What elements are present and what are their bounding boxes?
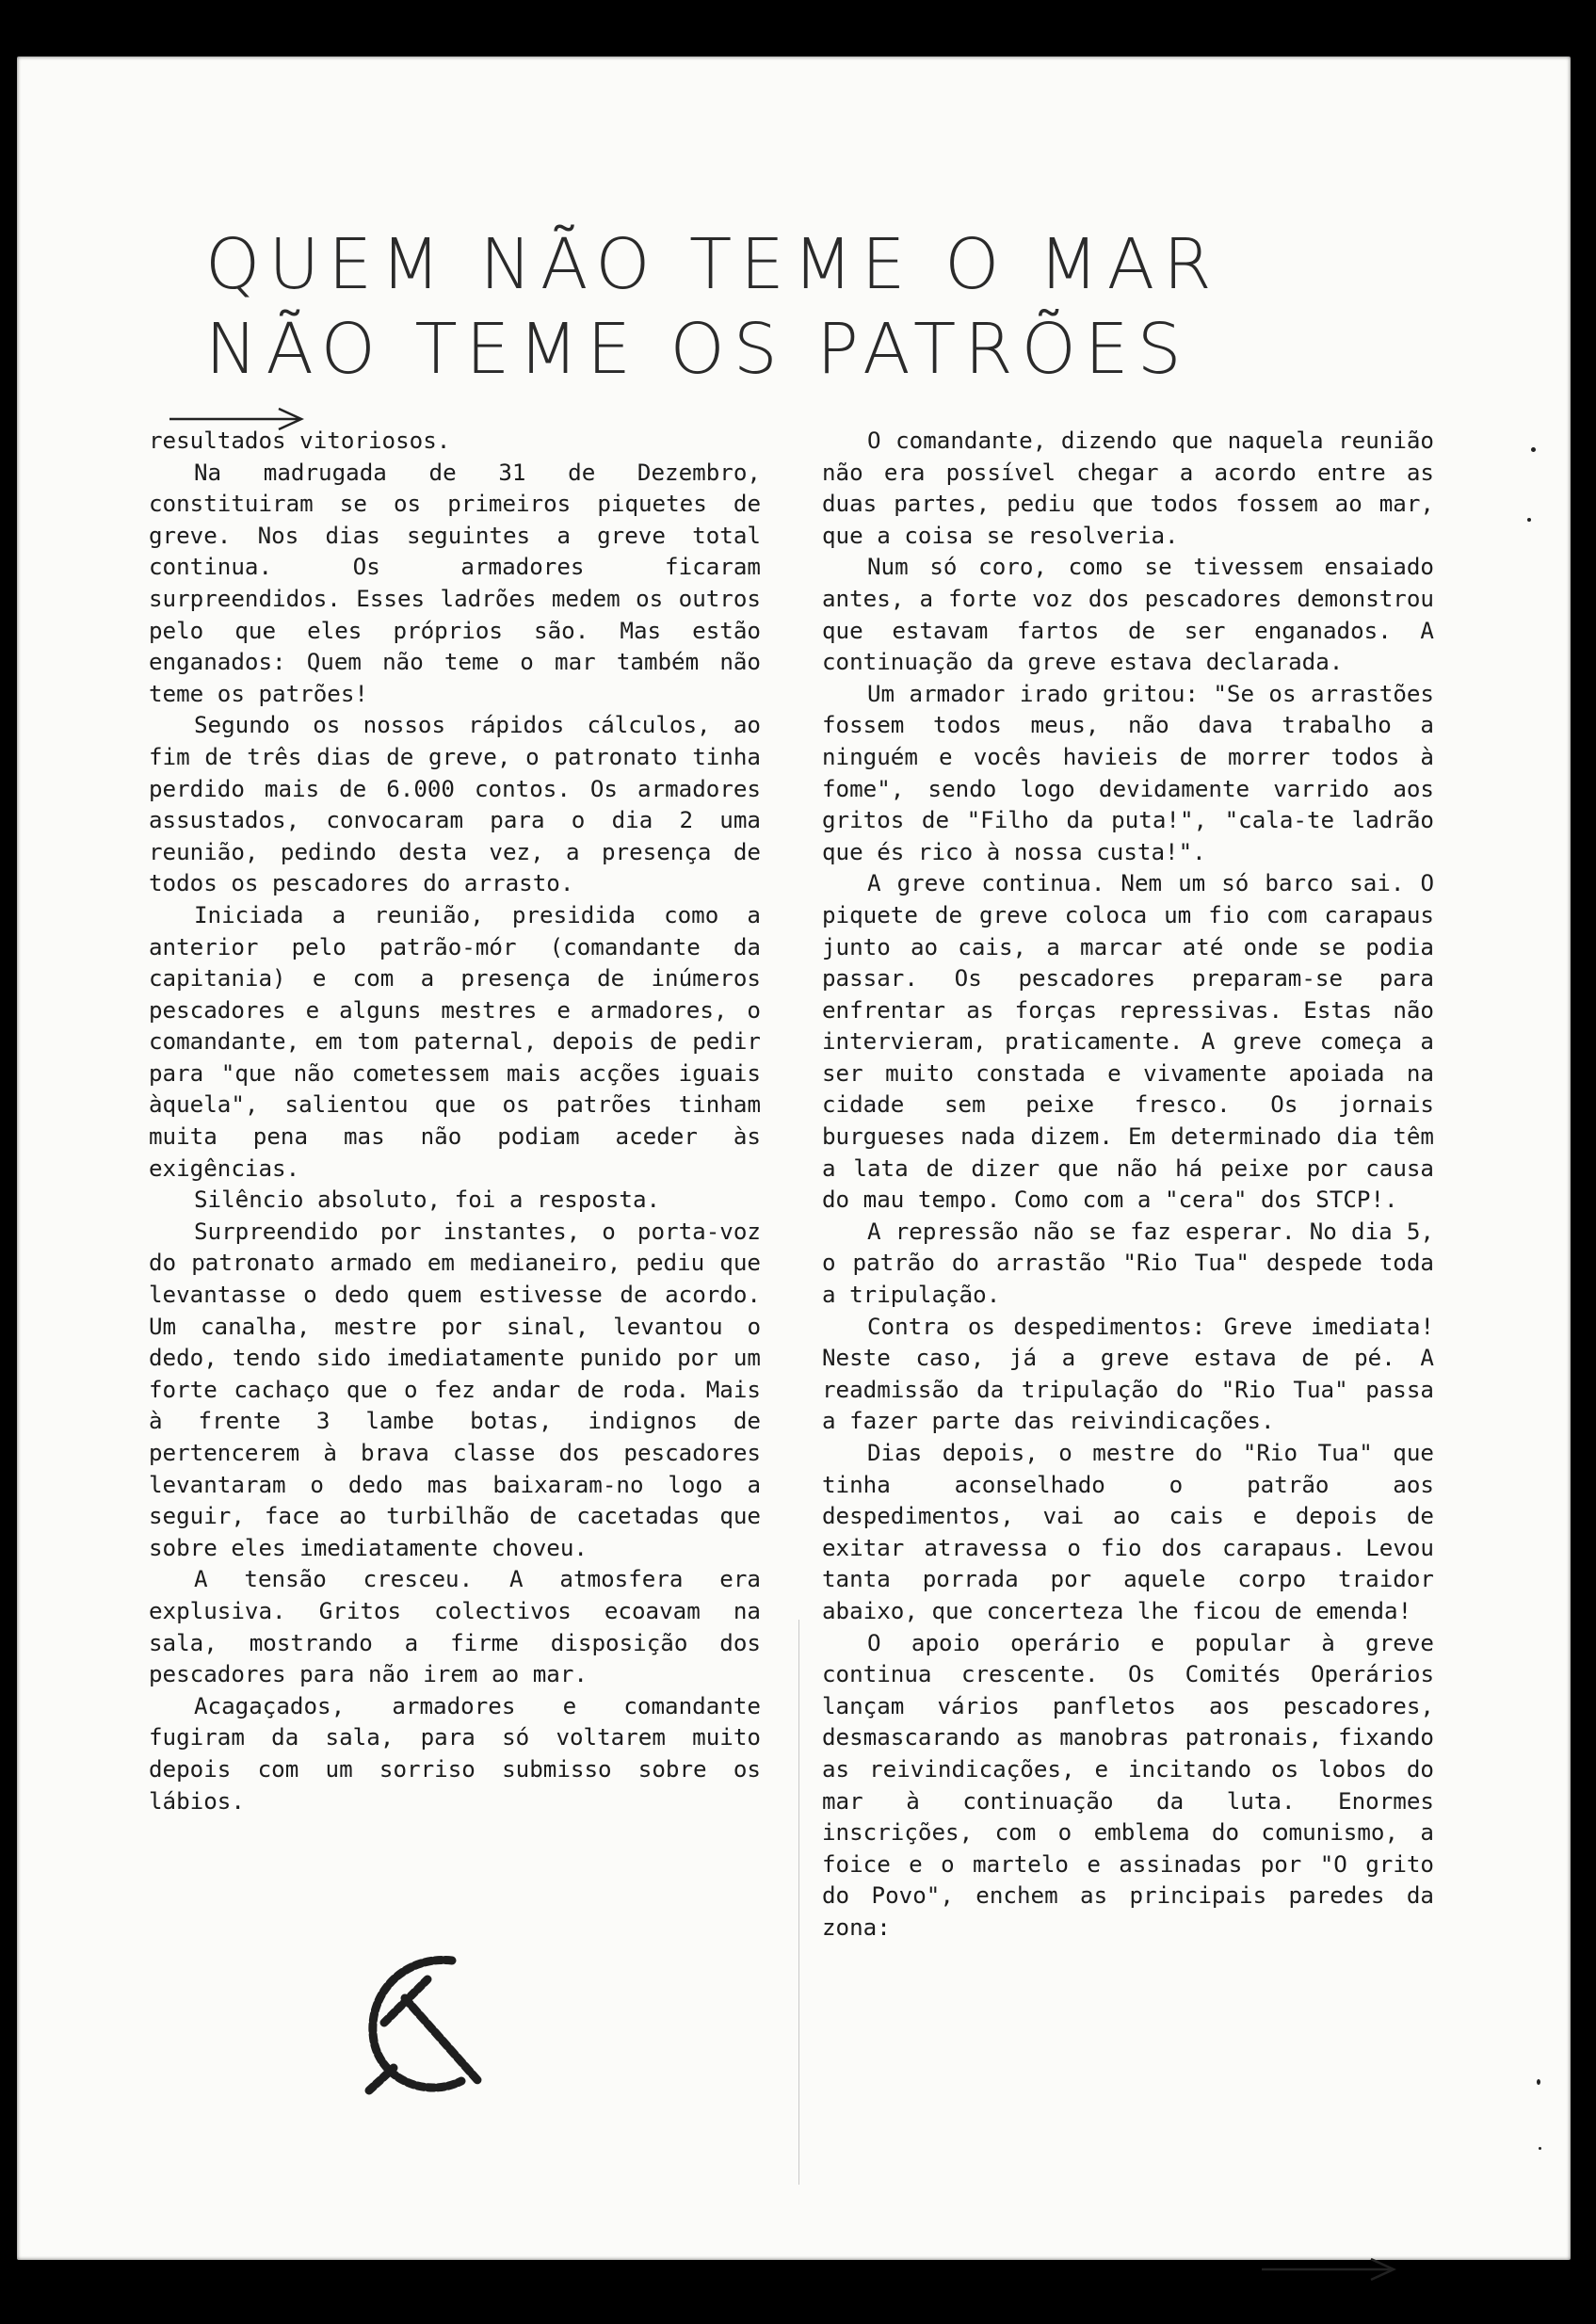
arrow-right-icon (1260, 2255, 1401, 2284)
paragraph: Segundo os nossos rápidos cálculos, ao fim de três dias de greve, o patronato tinha perdido mais de 6.000 contos. Os armadores assustados, convocaram para o dia 2 uma reunião, pedindo desta vez, a presença de todos os pescadores do arrasto. (149, 712, 761, 897)
paragraph: Na madrugada de 31 de Dezembro, constituiram se os primeiros piquetes de greve. Nos dias seguintes a greve total continua. Os armadores ficaram surpreendidos. Esses ladrões medem os outros pelo que eles próprios são. Mas estão enganados: Quem não teme o mar também não teme os patrões! (149, 459, 761, 707)
article-column-left (149, 426, 761, 1817)
paragraph: Dias depois, o mestre do "Rio Tua" que tinha aconselhado o patrão aos despedimentos, vai ao cais e depois de exitar atravessa o fio dos carapaus. Levou tanta porrada por aquele corpo traidor abaixo, que concerteza lhe ficou de emenda! (822, 1440, 1434, 1624)
column-divider (798, 1620, 799, 2185)
ink-speck (1531, 447, 1536, 452)
paragraph: Um armador irado gritou: "Se os arrastões fossem todos meus, não dava trabalho a ninguém e vocês havieis de morrer todos à fome", sendo logo devidamente varrido aos gritos de "Filho da puta!", "cala-te ladrão que és rico à nossa custa!". (822, 680, 1434, 865)
ink-speck (1539, 2147, 1541, 2150)
paragraph: resultados vitoriosos. (149, 428, 451, 454)
paragraph: O comandante, dizendo que naquela reunião não era possível chegar a acordo entre as duas partes, pediu que todos fossem ao mar, que a coisa se resolveria. (822, 428, 1434, 549)
ink-speck (1537, 2079, 1540, 2085)
hammer-and-sickle-icon (347, 1940, 525, 2119)
document-page (17, 56, 1571, 2260)
paragraph: Iniciada a reunião, presidida como a anterior pelo patrão-mór (comandante da capitania) e com a presença de inúmeros pescadores e alguns mestres e armadores, o comandante, em tom paternal, depois de pedir para "que não cometessem mais acções iguais àquela", salientou que os patrões tinham muita pena mas não podiam aceder às exigências. (149, 901, 761, 1182)
headline-line-1: QUEM NÃO TEME O MAR (205, 224, 1220, 305)
paragraph: O apoio operário e popular à greve continua crescente. Os Comités Operários lançam vários panfletos aos pescadores, desmascarando as manobras patronais, fixando as reivindicações, e incitando os lobos do mar à continuação da luta. Enormes inscrições, com o emblema do comunismo, a foice e o martelo e assinadas por "O grito do Povo", enchem as principais paredes da zona: (822, 1629, 1434, 1941)
ink-speck (1527, 518, 1531, 522)
paragraph: A repressão não se faz esperar. No dia 5, o patrão do arrastão "Rio Tua" despede toda a tripulação. (822, 1218, 1434, 1309)
paragraph: A greve continua. Nem um só barco sai. O piquete de greve coloca um fio com carapaus junto ao cais, a marcar até onde se podia passar. Os pescadores preparam-se para enfrentar as forças repressivas. Estas não intervieram, praticamente. A greve começa a ser muito constada e vivamente apoiada na cidade sem peixe fresco. Os jornais burgueses nada dizem. Em determinado dia têm a lata de dizer que não há peixe por causa do mau tempo. Como com a "cera" dos STCP!. (822, 870, 1434, 1214)
paragraph: Surpreendido por instantes, o porta-voz do patronato armado em medianeiro, pediu que levantasse o dedo quem estivesse de acordo. Um canalha, mestre por sinal, levantou o dedo, tendo sido imediatamente punido por um forte cachaço que o fez andar de roda. Mais à frente 3 lambe botas, indignos de pertencerem à brava classe dos pescadores levantaram o dedo mas baixaram-no logo a seguir, face ao turbilhão de cacetadas que sobre eles imediatamente choveu. (149, 1218, 761, 1561)
paragraph: Contra os despedimentos: Greve imediata! Neste caso, já a greve estava de pé. A readmissão da tripulação do "Rio Tua" passa a fazer parte das reivindicações. (822, 1313, 1434, 1435)
paragraph: Acagaçados, armadores e comandante fugiram da sala, para só voltarem muito depois com um sorriso submisso sobre os lábios. (149, 1692, 761, 1815)
paragraph: Silêncio absoluto, foi a resposta. (194, 1186, 661, 1214)
headline-line-2: NÃO TEME OS PATRÕES (205, 309, 1190, 390)
article-column-right (822, 426, 1434, 1945)
paragraph: A tensão cresceu. A atmosfera era explusiva. Gritos colectivos ecoavam na sala, mostrando a firme disposição dos pescadores para não irem ao mar. (149, 1566, 761, 1688)
paragraph: Num só coro, como se tivessem ensaiado antes, a forte voz dos pescadores demonstrou que estavam fartos de ser enganados. A continuação da greve estava declarada. (822, 554, 1434, 676)
